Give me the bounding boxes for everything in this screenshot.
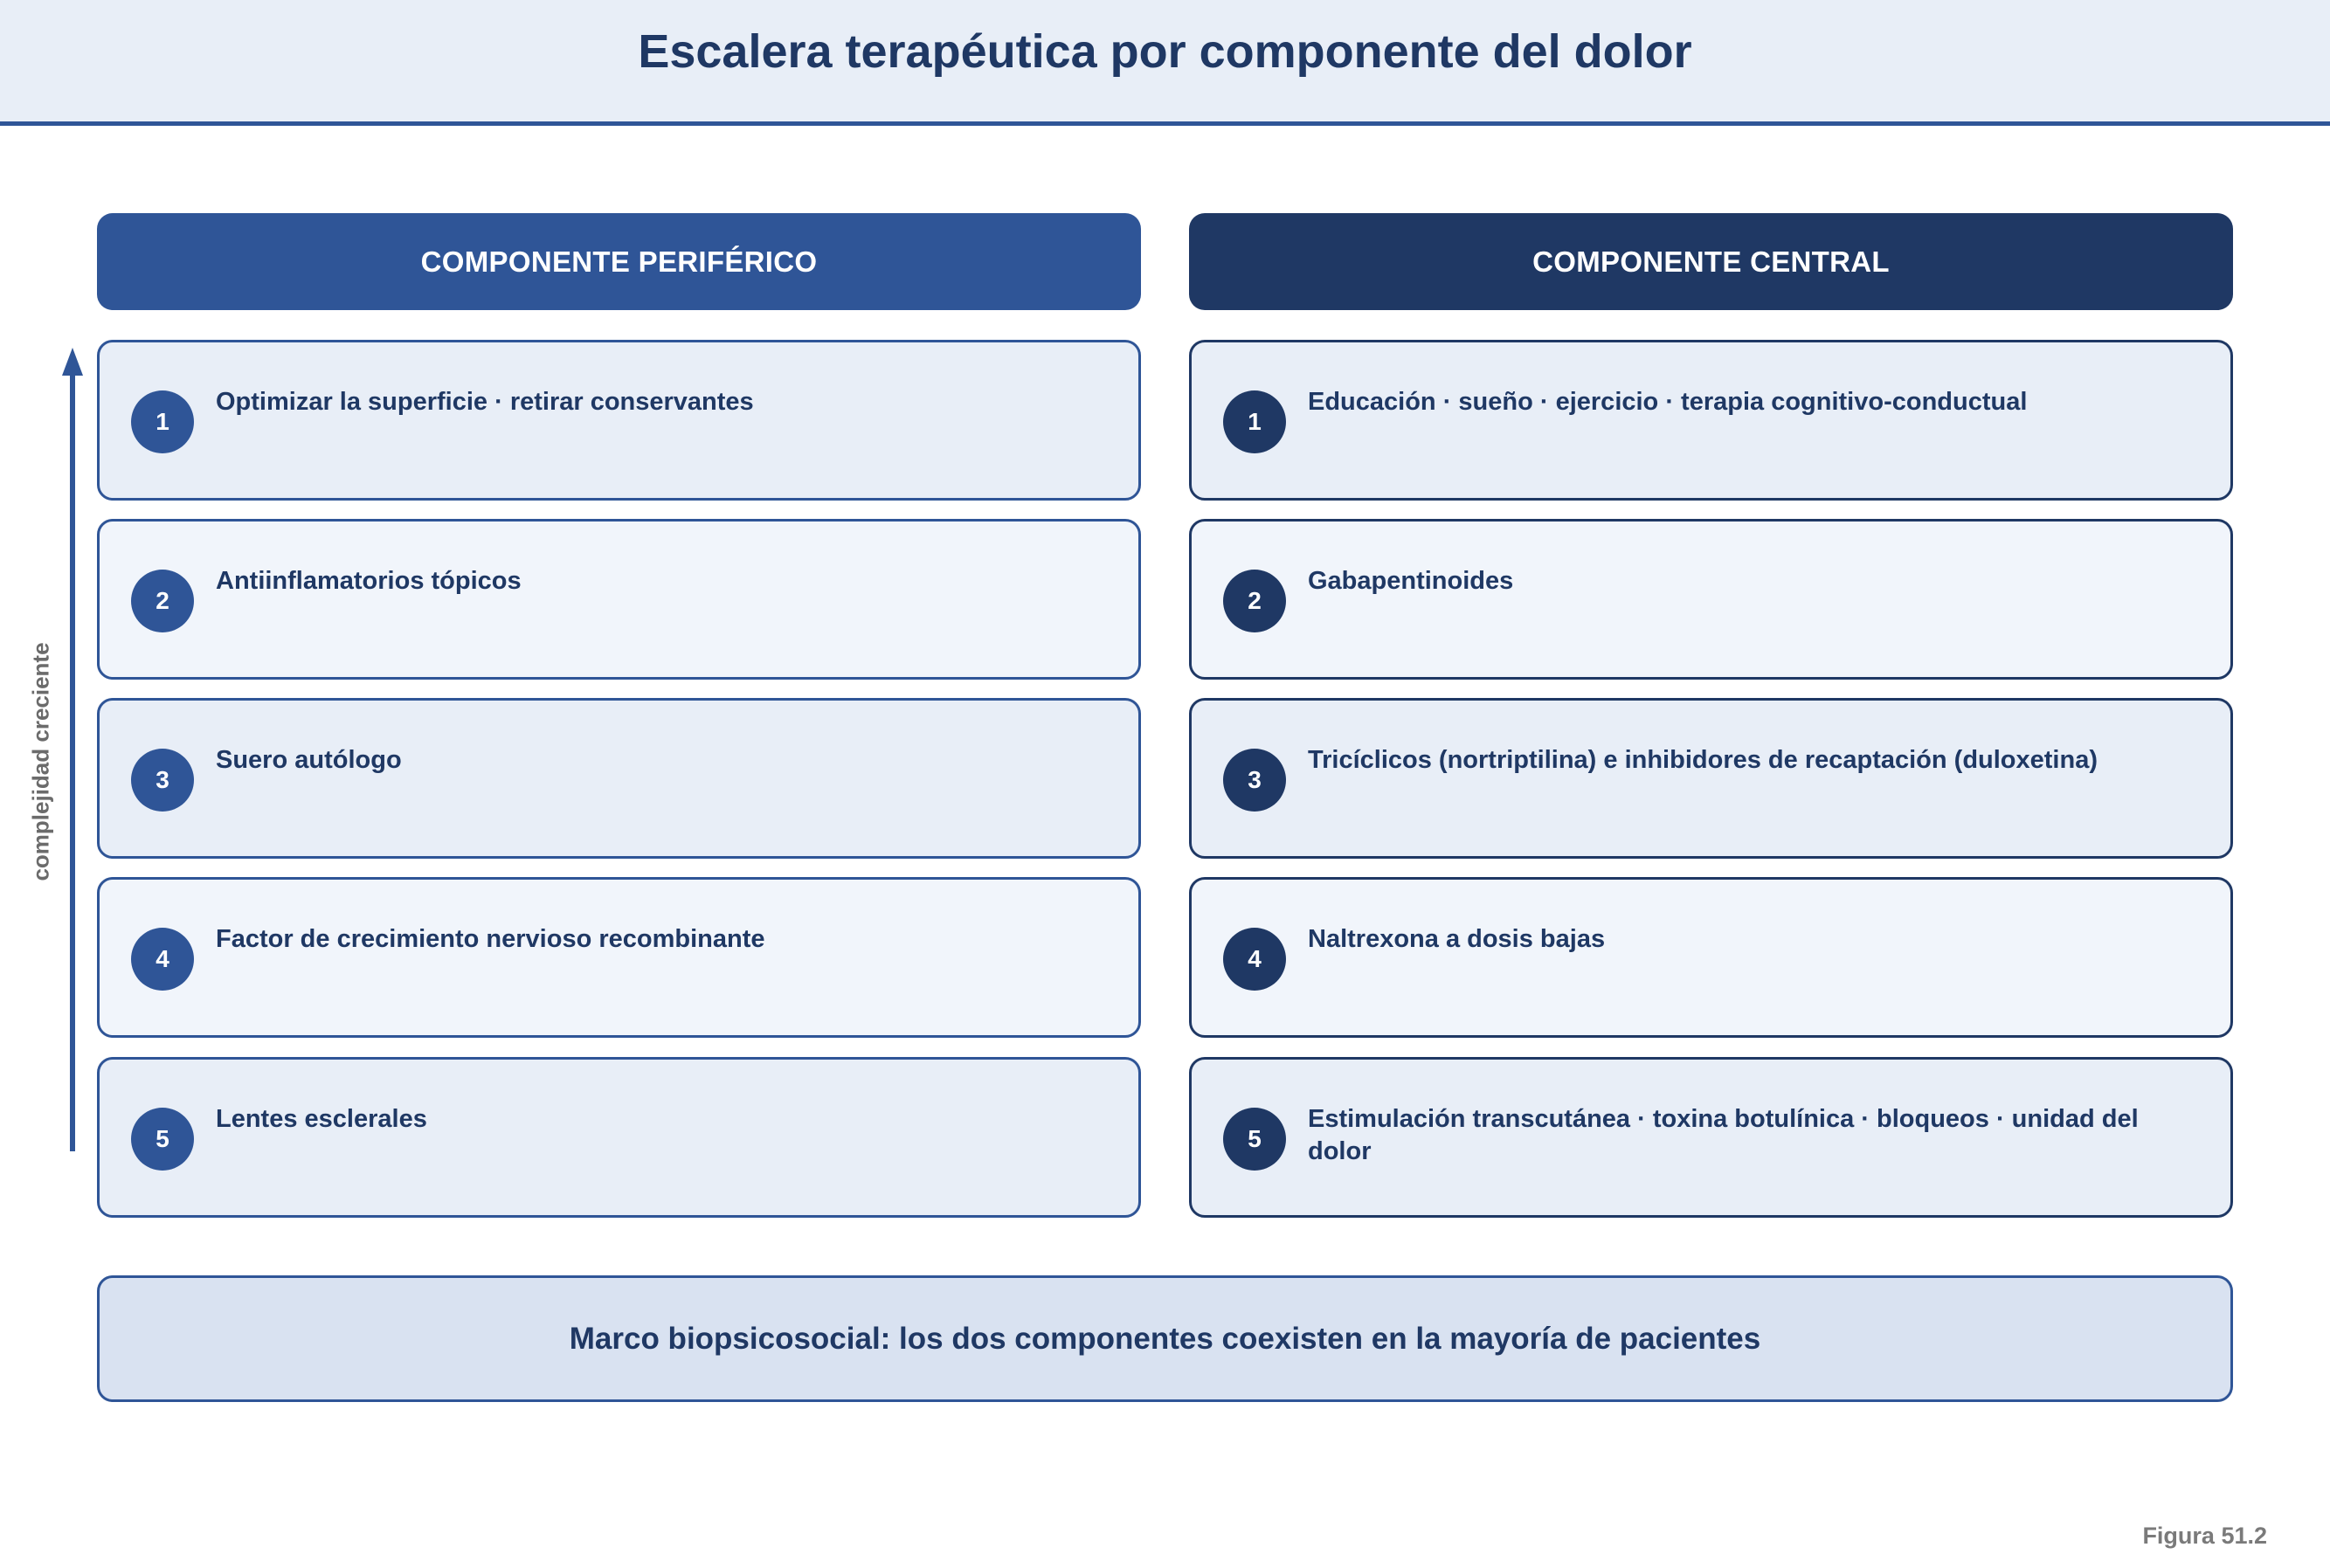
diagram-title: Escalera terapéutica por componente del dolor bbox=[638, 25, 1692, 78]
central-step-5 bbox=[1189, 1057, 2233, 1218]
peripheral-step-5 bbox=[97, 1057, 1141, 1218]
step-text: Naltrexona a dosis bajas bbox=[1308, 925, 1606, 953]
step-text: Optimizar la superficie · retirar conservantes bbox=[216, 388, 754, 416]
peripheral-step-4 bbox=[97, 877, 1141, 1038]
step-text: Tricíclicos (nortriptilina) e inhibidores de recaptación (duloxetina) bbox=[1308, 746, 2098, 774]
central-step-1 bbox=[1189, 340, 2233, 501]
figure-label: Figura 51.2 bbox=[2142, 1523, 2267, 1549]
complexity-arrow-icon bbox=[52, 341, 96, 1162]
step-number-badge: 5 bbox=[1223, 1108, 1286, 1171]
step-text: Lentes esclerales bbox=[216, 1105, 427, 1133]
peripheral-step-2 bbox=[97, 519, 1141, 680]
step-text: Gabapentinoides bbox=[1308, 567, 1514, 595]
peripheral-step-3 bbox=[97, 698, 1141, 859]
column-heading-central: COMPONENTE CENTRAL bbox=[1189, 213, 2233, 310]
step-number-badge: 2 bbox=[131, 570, 194, 632]
column-heading-peripheral: COMPONENTE PERIFÉRICO bbox=[97, 213, 1141, 310]
axis-label-text: complejidad creciente bbox=[27, 642, 54, 881]
step-number-badge: 3 bbox=[1223, 749, 1286, 812]
step-text: Suero autólogo bbox=[216, 746, 402, 774]
step-number-badge: 3 bbox=[131, 749, 194, 812]
step-number-badge: 4 bbox=[1223, 928, 1286, 991]
step-number-badge: 1 bbox=[1223, 390, 1286, 453]
header-band bbox=[0, 0, 2330, 126]
step-text: Estimulación transcutánea · toxina botulínica · bloqueos · unidad del dolor bbox=[1308, 1105, 2139, 1165]
step-number-badge: 1 bbox=[131, 390, 194, 453]
step-number-badge: 4 bbox=[131, 928, 194, 991]
step-number-badge: 2 bbox=[1223, 570, 1286, 632]
biopsychosocial-banner: Marco biopsicosocial: los dos componentes coexisten en la mayoría de pacientes bbox=[97, 1275, 2233, 1402]
step-text: Antiinflamatorios tópicos bbox=[216, 567, 522, 595]
step-text: Educación · sueño · ejercicio · terapia cognitivo-conductual bbox=[1308, 388, 2028, 416]
step-number-badge: 5 bbox=[131, 1108, 194, 1171]
central-step-3 bbox=[1189, 698, 2233, 859]
peripheral-step-1 bbox=[97, 340, 1141, 501]
central-step-2 bbox=[1189, 519, 2233, 680]
central-step-4 bbox=[1189, 877, 2233, 1038]
step-text: Factor de crecimiento nervioso recombinante bbox=[216, 925, 765, 953]
